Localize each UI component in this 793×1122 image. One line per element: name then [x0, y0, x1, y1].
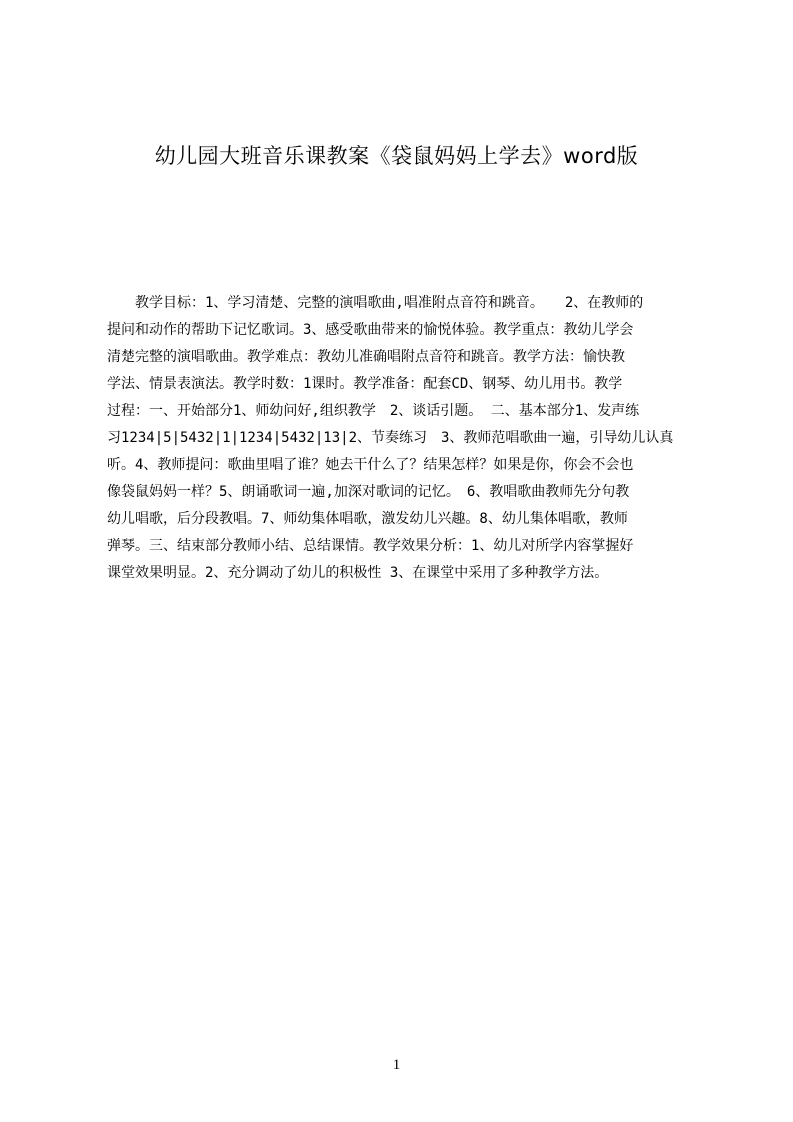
body-line: 幼儿唱歌，后分段教唱。7、师幼集体唱歌，激发幼儿兴趣。8、幼儿集体唱歌，教师	[107, 511, 628, 527]
body-line: 弹琴。三、结束部分教师小结、总结课情。教学效果分析：1、幼儿对所学内容掌握好	[107, 538, 634, 554]
body-line: 清楚完整的演唱歌曲。教学难点：教幼儿准确唱附点音符和跳音。教学方法：愉快教	[107, 349, 625, 365]
body-line: 学法、情景表演法。教学时数：1课时。教学准备：配套CD、钢琴、幼儿用书。教学	[107, 376, 623, 392]
body-line: 习1234|5|5432|1|1234|5432|13|2、节奏练习 3、教师范唱歌曲一遍，引导幼儿认真	[107, 430, 674, 446]
body-line: 过程：一、开始部分1、师幼问好,组织教学 2、谈话引题。 二、基本部分1、发声练	[107, 403, 640, 419]
body-line: 提问和动作的帮助下记忆歌词。3、感受歌曲带来的愉悦体验。教学重点：教幼儿学会	[107, 322, 634, 338]
body-line: 听。4、教师提问：歌曲里唱了谁？她去干什么了？结果怎样？如果是你，你会不会也	[107, 457, 634, 473]
body-line: 像袋鼠妈妈一样？5、朗诵歌词一遍,加深对歌词的记忆。 6、教唱歌曲教师先分句教	[107, 484, 630, 500]
document-body	[107, 290, 697, 590]
body-line: 教学目标：1、学习清楚、完整的演唱歌曲,唱准附点音符和跳音。 2、在教师的	[107, 295, 644, 311]
body-line: 课堂效果明显。2、充分调动了幼儿的积极性 3、在课堂中采用了多种教学方法。	[107, 565, 609, 581]
page-number: 1	[392, 1057, 401, 1073]
document-title: 幼儿园大班音乐课教案《袋鼠妈妈上学去》word版	[154, 144, 639, 168]
